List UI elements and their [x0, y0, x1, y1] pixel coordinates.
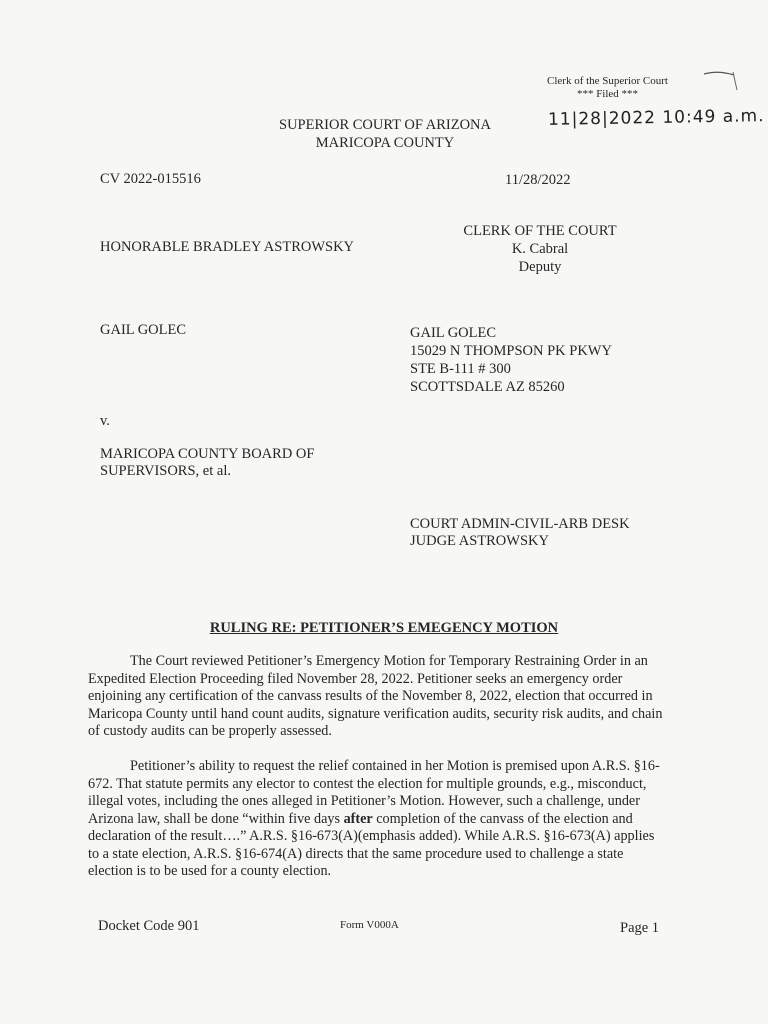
- address-suite: STE B-111 # 300: [410, 361, 511, 377]
- clerk-filed-stamp: [540, 75, 675, 101]
- ruling-title: RULING RE: PETITIONER’S EMEGENCY MOTION: [209, 620, 559, 636]
- county-name: MARICOPA COUNTY: [315, 135, 455, 151]
- petitioner-address: [410, 324, 612, 396]
- distribution-line-1: COURT ADMIN-CIVIL-ARB DESK: [410, 516, 630, 532]
- paragraph-2-text-a: Petitioner’s ability to request the relief contained in her Motion is premised upon A.R.S. §16-672. That statute permits any elector to contest the election for multiple grounds, e.g., misconduct, illegal votes, including the ones alleged in Petitioner’s Motion. However, such a challenge, under Arizona law, shall be done “within five days: [88, 758, 660, 827]
- stamp-line-clerk: Clerk of the Superior Court: [547, 75, 668, 87]
- handwritten-filed-time: 11|28|2022 10:49 a.m.: [547, 106, 765, 130]
- case-date: 11/28/2022: [505, 172, 571, 188]
- ruling-paragraph-2: [88, 758, 668, 881]
- paragraph-2-emphasis: after: [343, 810, 373, 827]
- clerk-name: K. Cabral: [511, 241, 569, 257]
- respondent-name: [100, 446, 314, 480]
- petitioner-name: GAIL GOLEC: [100, 322, 187, 338]
- paragraph-1-text: The Court reviewed Petitioner’s Emergency Motion for Temporary Restraining Order in an Expedited Election Proceeding filed November 28, 2022. Petitioner seeks an emergency order enjoining any certification of the canvass results of the November 8, 2022, election that occurred in Maricopa County until hand count audits, signature verification audits, security risk audits, and chain of custody audits can be properly assessed.: [88, 653, 663, 739]
- versus-label: v.: [100, 413, 110, 429]
- case-number: CV 2022-015516: [100, 171, 201, 187]
- ruling-paragraph-1: [88, 653, 668, 741]
- clerk-block: [455, 222, 625, 276]
- respondent-line-1: MARICOPA COUNTY BOARD OF: [100, 446, 315, 462]
- address-street: 15029 N THOMPSON PK PKWY: [410, 343, 612, 359]
- distribution-line-2: JUDGE ASTROWSKY: [410, 533, 549, 549]
- distribution-list: [410, 516, 630, 550]
- clerk-title: CLERK OF THE COURT: [463, 223, 617, 239]
- pen-mark-icon: [700, 66, 745, 96]
- stamp-line-filed: *** Filed ***: [576, 88, 639, 100]
- respondent-line-2: SUPERVISORS, et al.: [100, 463, 231, 479]
- address-name: GAIL GOLEC: [410, 325, 497, 341]
- page-number: Page 1: [620, 920, 660, 936]
- form-code: Form V000A: [340, 919, 399, 931]
- paragraph-2-text-b: completion of the canvass of the election and declaration of the result….” A.R.S. §16-673(A)(emphasis added). While A.R.S. §16-673(A) applies to a state election, A.R.S. §16-674(A) directs that the same procedure used to challenge a state election is to be used for a county election.: [88, 810, 655, 879]
- court-title: [250, 116, 520, 152]
- court-name: SUPERIOR COURT OF ARIZONA: [279, 117, 491, 133]
- clerk-role: Deputy: [518, 259, 562, 275]
- judge-name: HONORABLE BRADLEY ASTROWSKY: [100, 239, 355, 255]
- docket-code: Docket Code 901: [98, 918, 200, 934]
- address-city: SCOTTSDALE AZ 85260: [410, 379, 565, 395]
